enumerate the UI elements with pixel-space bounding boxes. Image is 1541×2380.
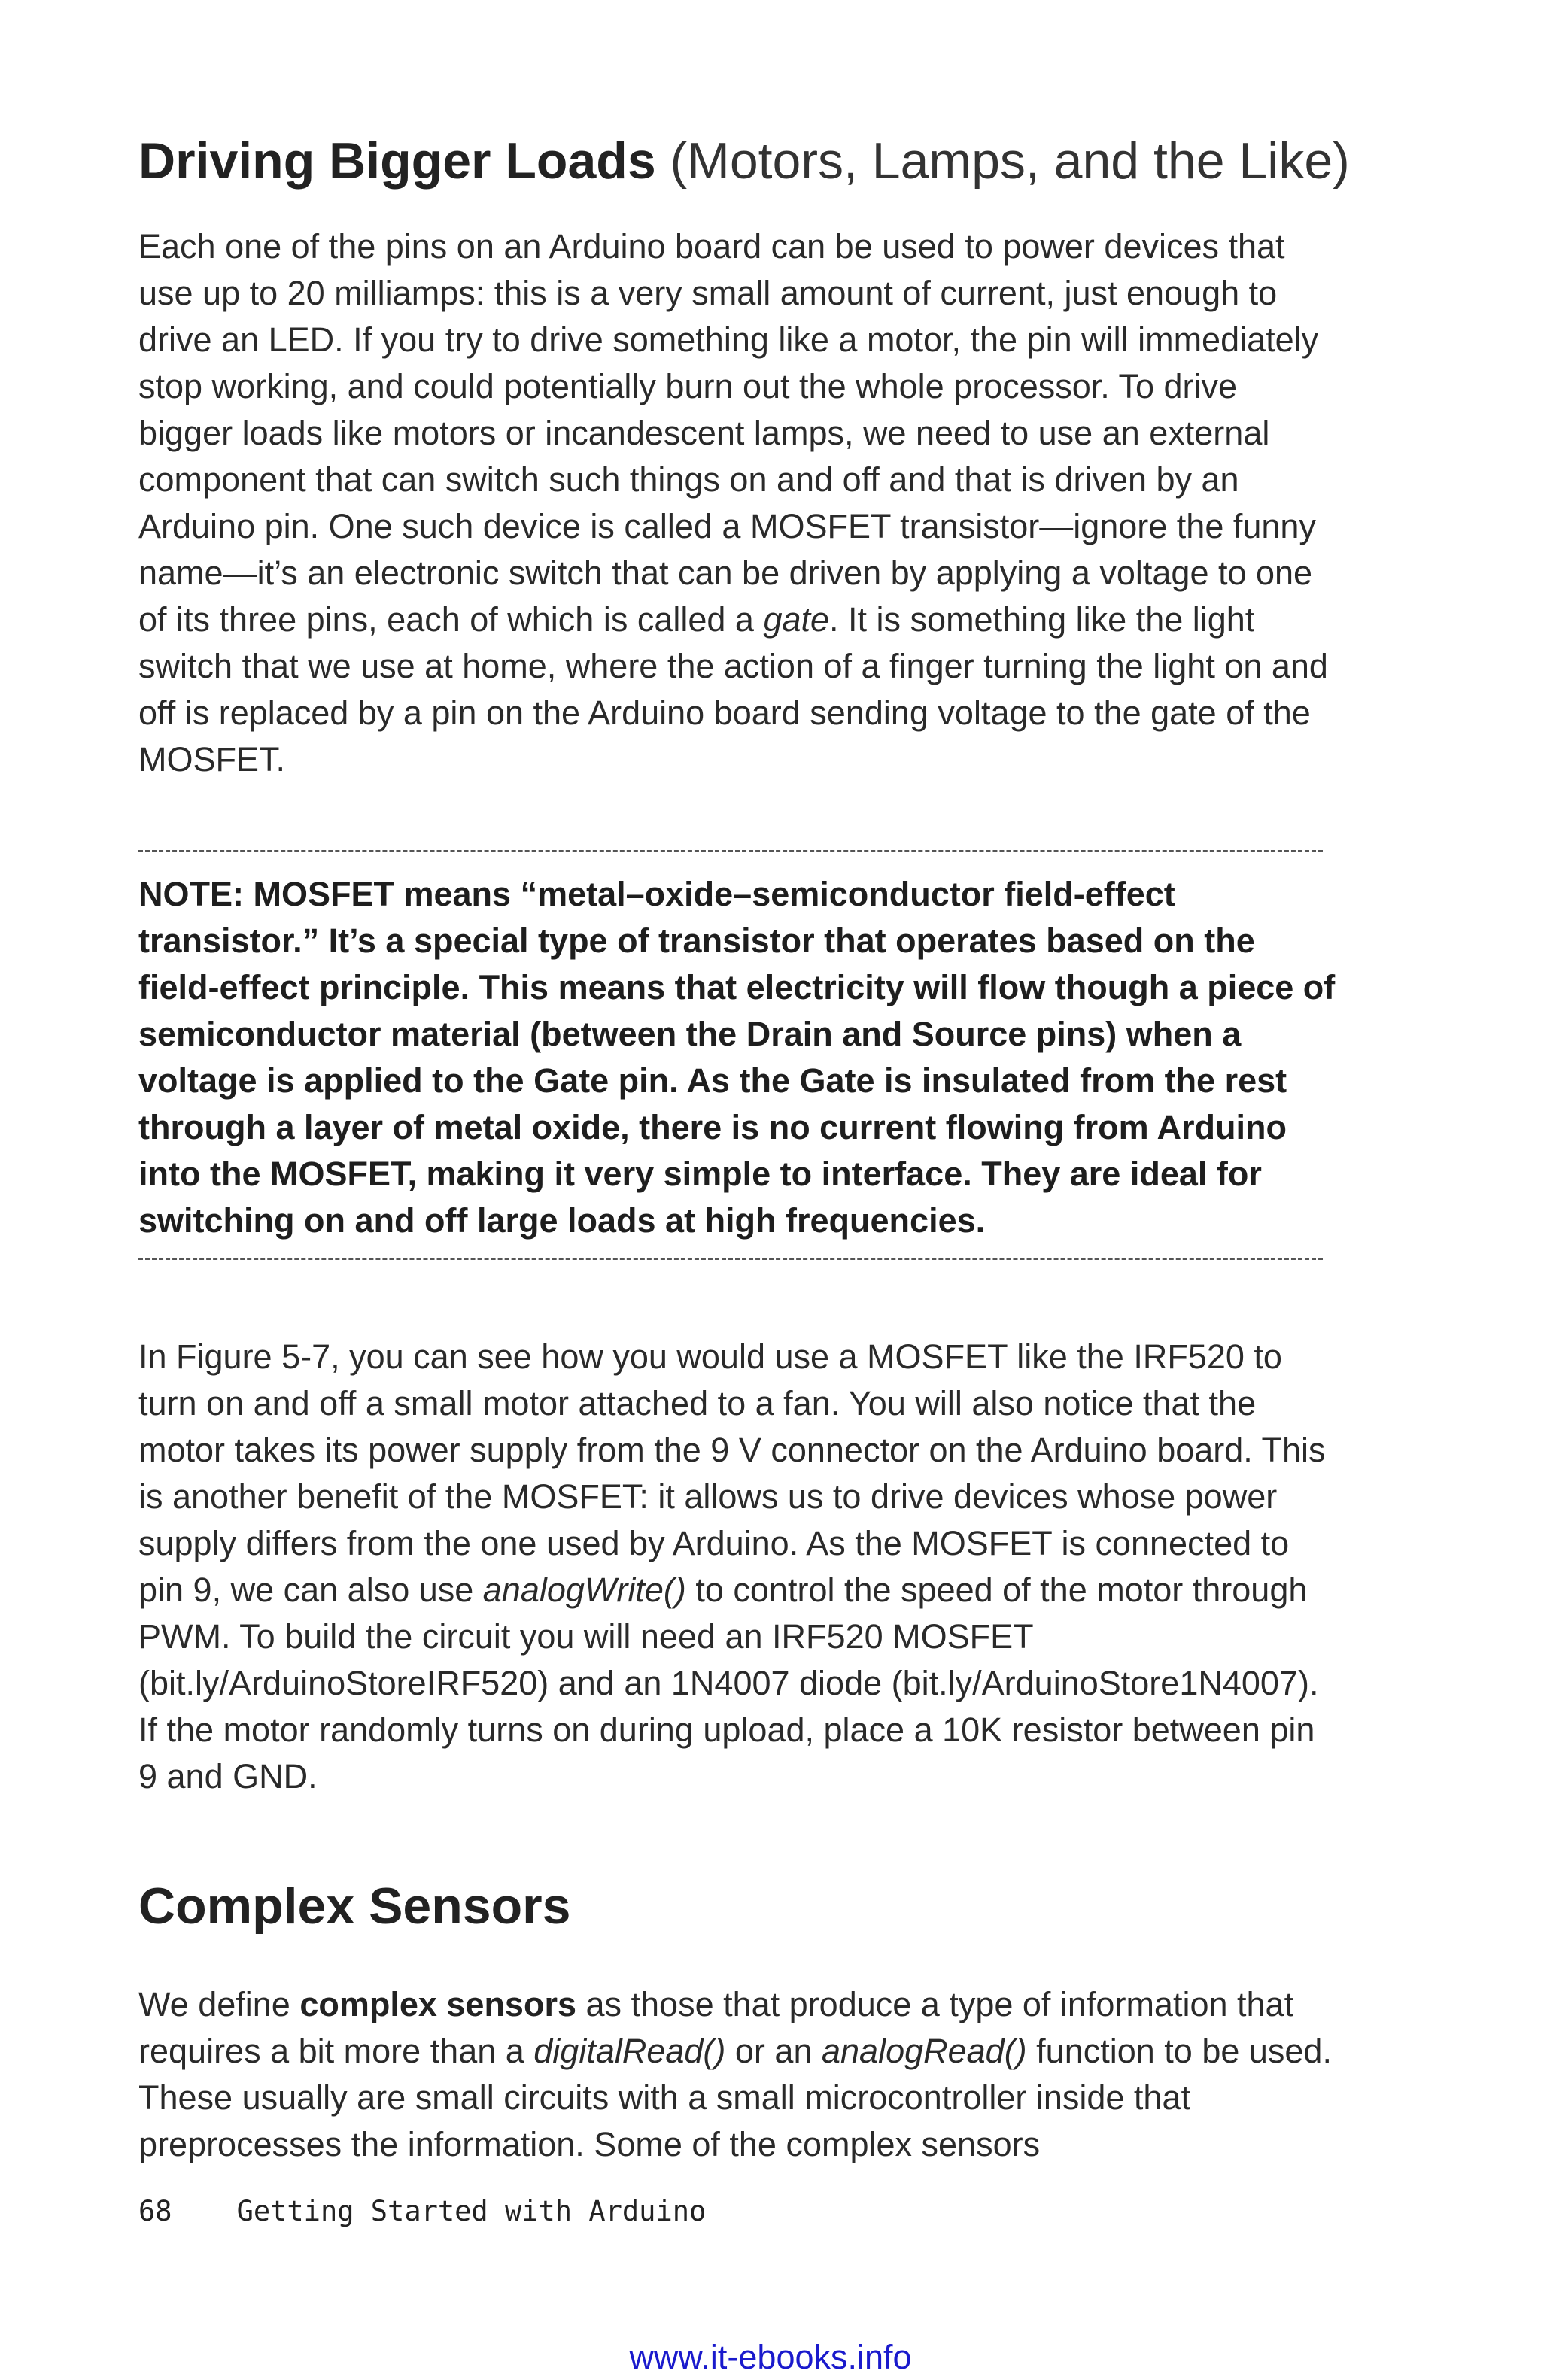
watermark-link[interactable]: www.it-ebooks.info xyxy=(629,2338,912,2376)
paragraph-intro-text-end: . It is something like the light switch that we use at home, where the action of a finger turning the light on and off is replaced by a pin on the Arduino board sending voltage to the gate of the MOSFET. xyxy=(138,600,1328,779)
analogwrite-code: analogWrite() xyxy=(482,1571,686,1609)
1n4007-link[interactable]: bit.ly/ArduinoStore1N4007 xyxy=(902,1664,1298,1702)
page-number: 68 xyxy=(138,2195,172,2227)
section-heading-complex-sensors xyxy=(138,1876,1335,1936)
section-heading-subtitle: (Motors, Lamps, and the Like) xyxy=(655,132,1350,190)
complex-sensors-title: Complex Sensors xyxy=(138,1878,571,1935)
paragraph-intro xyxy=(138,223,1335,783)
note-top-divider xyxy=(138,850,1323,852)
gate-term: gate xyxy=(763,600,830,639)
page-footer xyxy=(138,2195,706,2228)
note-bottom-divider xyxy=(138,1258,1323,1260)
note-box xyxy=(138,871,1342,1244)
irf520-link[interactable]: bit.ly/ArduinoStoreIRF520 xyxy=(150,1664,538,1702)
digitalread-code: digitalRead() xyxy=(533,2032,726,2070)
section-heading xyxy=(138,131,1350,191)
section-heading-main: Driving Bigger Loads xyxy=(138,132,656,190)
book-title: Getting Started with Arduino xyxy=(236,2195,707,2227)
note-text: NOTE: MOSFET means “metal–oxide–semiconductor field-effect transistor.” It’s a special type of transistor that operates based on the field-effect principle. This means that electricity will flow though a piece of semiconductor material (between the Drain and Source pins) when a voltage is applied to the Gate pin. As the Gate is insulated from the rest through a layer of metal oxide, there is no current flowing from Arduino into the MOSFET, making it very simple to interface. They are ideal for switching on and off large loads at high frequencies. xyxy=(138,875,1336,1240)
complex-sensors-term: complex sensors xyxy=(299,1985,576,2023)
paragraph-complex-sensors: We define complex sensors as those that produce a type of information that requires a bit more than a digitalRead() or an analogRead() function to be used. These usually are small circuits with a small microcontroller inside that preprocesses the information. Some of the complex sensors xyxy=(138,1985,1332,2163)
paragraph-mosfet-circuit: In Figure 5-7, you can see how you would use a MOSFET like the IRF520 to turn on and off a small motor attached to a fan. You will also notice that the motor takes its power supply from the 9 V connector on the Arduino board. This is another benefit of the MOSFET: it allows us to drive devices whose power supply differs from the one used by Arduino. As the MOSFET is connected to pin 9, we can also use analogWrite() to control the speed of the motor through PWM. To build the circuit you will need an IRF520 MOSFET (bit.ly/ArduinoStoreIRF520) and an 1N4007 diode (bit.ly/ArduinoStore1N4007). If the motor randomly turns on during upload, place a 10K resistor between pin 9 and GND. xyxy=(138,1337,1326,1796)
analogread-code: analogRead() xyxy=(821,2032,1027,2070)
paragraph-intro-text: Each one of the pins on an Arduino board can be used to power devices that use up to 20 milliamps: this is a very small amount of current, just enough to drive an LED. If you try to drive something like a motor, the pin will immediately stop working, and could potentially burn out the whole processor. To drive bigger loads like motors or incandescent lamps, we need to use an external component that can switch such things on and off and that is driven by an Arduino pin. One such device is called a MOSFET transistor—ignore the funny name—it’s an electronic switch that can be driven by applying a voltage to one of its three pins, each of which is called a xyxy=(138,227,1319,639)
